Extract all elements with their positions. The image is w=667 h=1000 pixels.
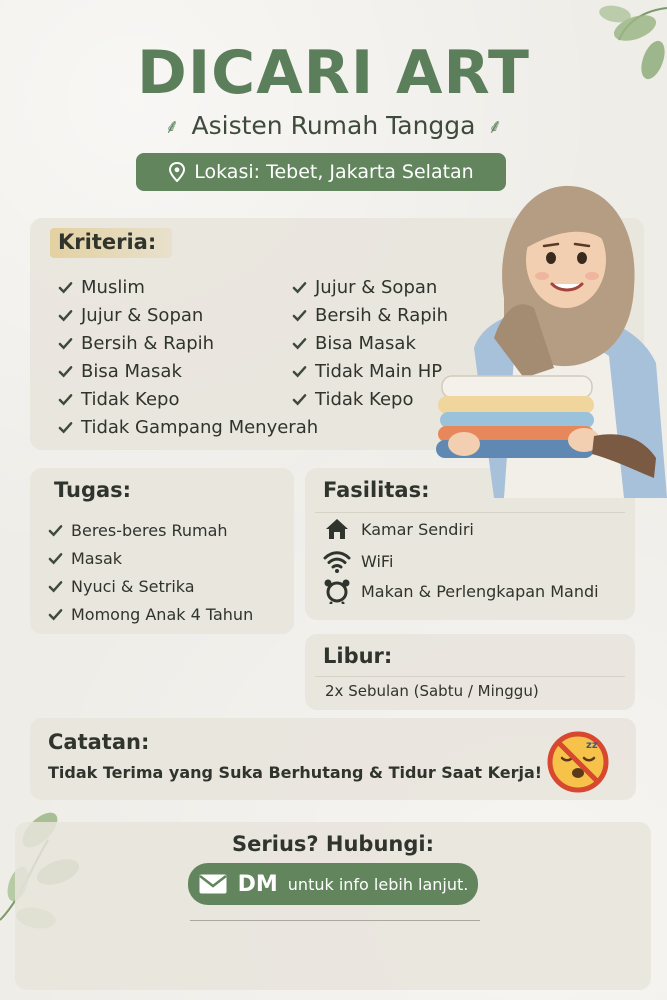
list-item: Bersih & Rapih (292, 301, 448, 329)
location-pin-icon (168, 162, 186, 182)
list-item: Jujur & Sopan (58, 301, 318, 329)
dm-info-text: untuk info lebih lanjut. (287, 874, 469, 894)
check-icon (48, 607, 63, 622)
catatan-title: Catatan: (48, 730, 150, 754)
list-item: Tidak Main HP (292, 357, 448, 385)
list-item: Bisa Masak (292, 329, 448, 357)
check-icon (292, 392, 307, 407)
check-icon (48, 579, 63, 594)
wifi-icon (323, 548, 351, 574)
check-icon (292, 336, 307, 351)
kriteria-list-right (292, 273, 448, 413)
contact-title: Serius? Hubungi: (232, 832, 434, 856)
contact-card (15, 822, 651, 990)
facility-item: WiFi (323, 548, 393, 574)
list-item: Bisa Masak (58, 357, 318, 385)
check-icon (58, 280, 73, 295)
check-icon (58, 336, 73, 351)
page-subtitle: Asisten Rumah Tangga (191, 111, 476, 140)
woman-with-laundry-illustration (434, 178, 667, 500)
list-item: Muslim (58, 273, 318, 301)
divider (315, 512, 625, 513)
list-item: Tidak Gampang Menyerah (58, 413, 318, 441)
fasilitas-title: Fasilitas: (323, 478, 430, 502)
list-item: Momong Anak 4 Tahun (48, 600, 253, 628)
check-icon (58, 420, 73, 435)
tugas-list (48, 516, 253, 628)
kriteria-title: Kriteria: (50, 228, 172, 258)
dm-button[interactable] (188, 863, 478, 905)
catatan-value: Tidak Terima yang Suka Berhutang & Tidur Saat Kerja! (48, 763, 543, 782)
svg-text:zz: zz (586, 740, 598, 751)
check-icon (48, 523, 63, 538)
divider (315, 676, 625, 677)
check-icon (292, 280, 307, 295)
tugas-title: Tugas: (54, 478, 132, 502)
location-text: Lokasi: Tebet, Jakarta Selatan (194, 161, 474, 183)
check-icon (58, 392, 73, 407)
catatan-card (30, 718, 636, 800)
facility-item: Kamar Sendiri (323, 516, 474, 542)
leaf-ornament-right: ⸙ (487, 114, 503, 138)
house-icon (323, 516, 351, 542)
libur-card (305, 634, 635, 710)
list-item: Masak (48, 544, 253, 572)
check-icon (58, 308, 73, 323)
subtitle-row (0, 111, 667, 140)
check-icon (292, 364, 307, 379)
no-sleeping-icon (546, 730, 610, 794)
list-item: Jujur & Sopan (292, 273, 448, 301)
list-item: Bersih & Rapih (58, 329, 318, 357)
check-icon (292, 308, 307, 323)
list-item: Tidak Kepo (58, 385, 318, 413)
libur-title: Libur: (323, 644, 393, 668)
divider (190, 920, 480, 921)
alarm-clock-icon (323, 578, 351, 604)
check-icon (58, 364, 73, 379)
list-item: Tidak Kepo (292, 385, 448, 413)
dm-label: DM (237, 871, 278, 897)
tugas-card (30, 468, 294, 634)
mail-icon (198, 873, 228, 895)
check-icon (48, 551, 63, 566)
list-item: Beres-beres Rumah (48, 516, 253, 544)
facility-item: Makan & Perlengkapan Mandi (323, 578, 599, 604)
libur-value: 2x Sebulan (Sabtu / Minggu) (325, 682, 539, 700)
page-title: DICARI ART (137, 38, 530, 108)
kriteria-list-left (58, 273, 318, 441)
leaf-ornament-left: ⸙ (164, 114, 180, 138)
list-item: Nyuci & Setrika (48, 572, 253, 600)
